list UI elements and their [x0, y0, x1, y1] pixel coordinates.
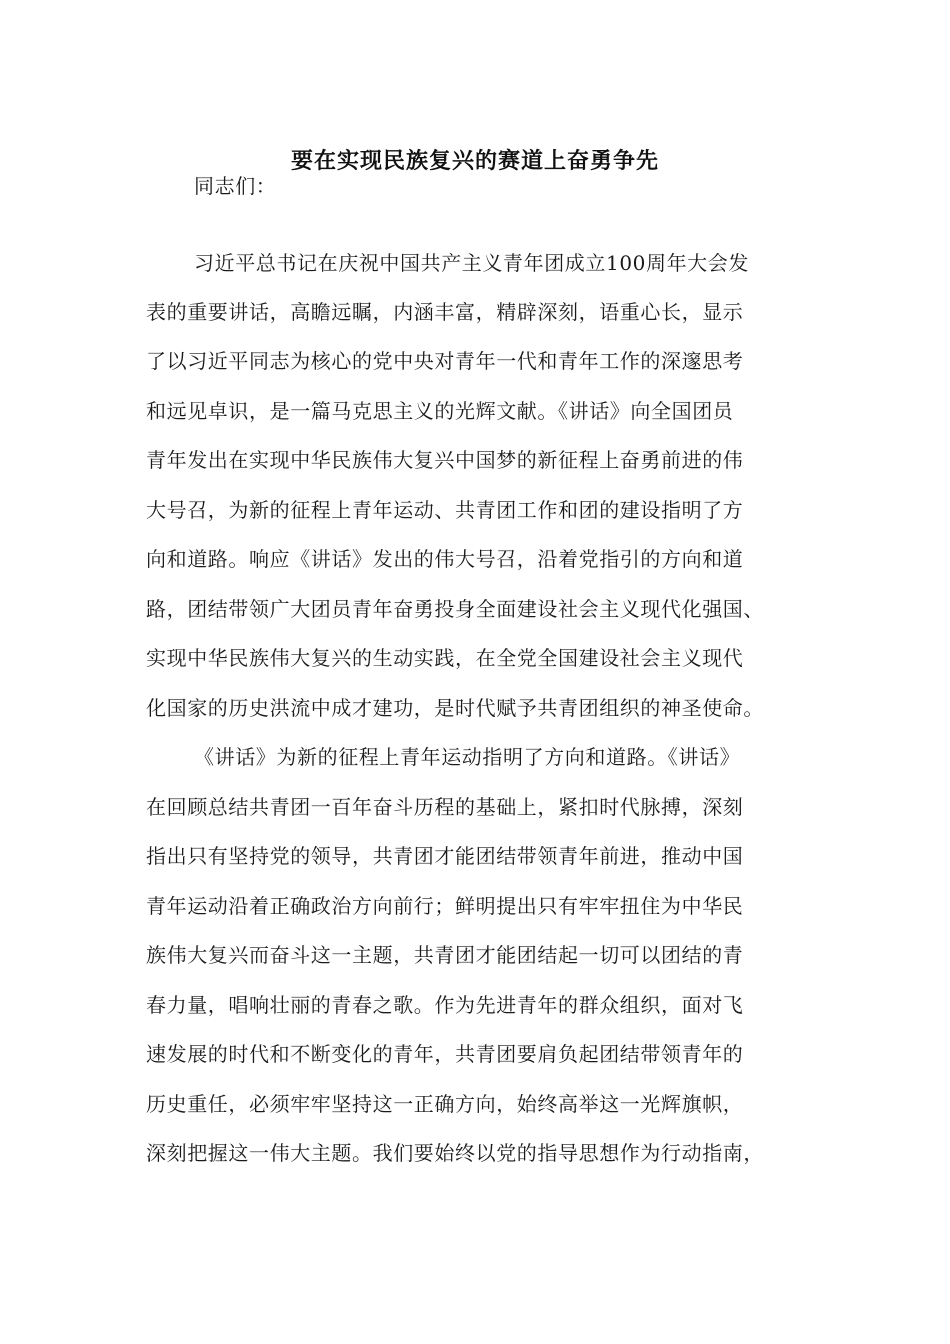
text-line: 春力量，唱响壮丽的青春之歌。作为先进青年的群众组织，面对飞 [146, 993, 744, 1017]
text-line: 路，团结带领广大团员青年奋勇投身全面建设社会主义现代化强国、 [146, 597, 764, 621]
text-line: 同志们： [194, 174, 277, 198]
text-line: 习近平总书记在庆祝中国共产主义青年团成立100周年大会发 [194, 251, 749, 275]
text-line: 实现中华民族伟大复兴的生动实践，在全党全国建设社会主义现代 [146, 646, 744, 670]
text-line: 《讲话》为新的征程上青年运动指明了方向和道路。《讲话》 [194, 745, 741, 769]
text-line: 在回顾总结共青团一百年奋斗历程的基础上，紧扣时代脉搏，深刻 [146, 795, 744, 819]
text-line: 深刻把握这一伟大主题。我们要始终以党的指导思想作为行动指南， [146, 1141, 764, 1165]
text-line: 和远见卓识，是一篇马克思主义的光辉文献。《讲话》向全国团员 [146, 399, 734, 423]
text-line: 大号召，为新的征程上青年运动、共青团工作和团的建设指明了方 [146, 498, 744, 522]
document-title: 要在实现民族复兴的赛道上奋勇争先 [290, 148, 659, 174]
text-line: 化国家的历史洪流中成才建功，是时代赋予共青团组织的神圣使命。 [146, 696, 764, 720]
text-line: 速发展的时代和不断变化的青年，共青团要肩负起团结带领青年的 [146, 1042, 744, 1066]
text-line: 青年发出在实现中华民族伟大复兴中国梦的新征程上奋勇前进的伟 [146, 448, 744, 472]
text-line: 历史重任，必须牢牢坚持这一正确方向，始终高举这一光辉旗帜， [146, 1092, 744, 1116]
text-line: 向和道路。响应《讲话》发出的伟大号召，沿着党指引的方向和道 [146, 547, 744, 571]
text-line: 表的重要讲话，高瞻远瞩，内涵丰富，精辟深刻，语重心长，显示 [146, 300, 744, 324]
text-line: 了以习近平同志为核心的党中央对青年一代和青年工作的深邃思考 [146, 349, 744, 373]
text-line: 族伟大复兴而奋斗这一主题，共青团才能团结起一切可以团结的青 [146, 943, 744, 967]
text-line: 青年运动沿着正确政治方向前行；鲜明提出只有牢牢扭住为中华民 [146, 894, 744, 918]
text-line: 指出只有坚持党的领导，共青团才能团结带领青年前进，推动中国 [146, 844, 744, 868]
